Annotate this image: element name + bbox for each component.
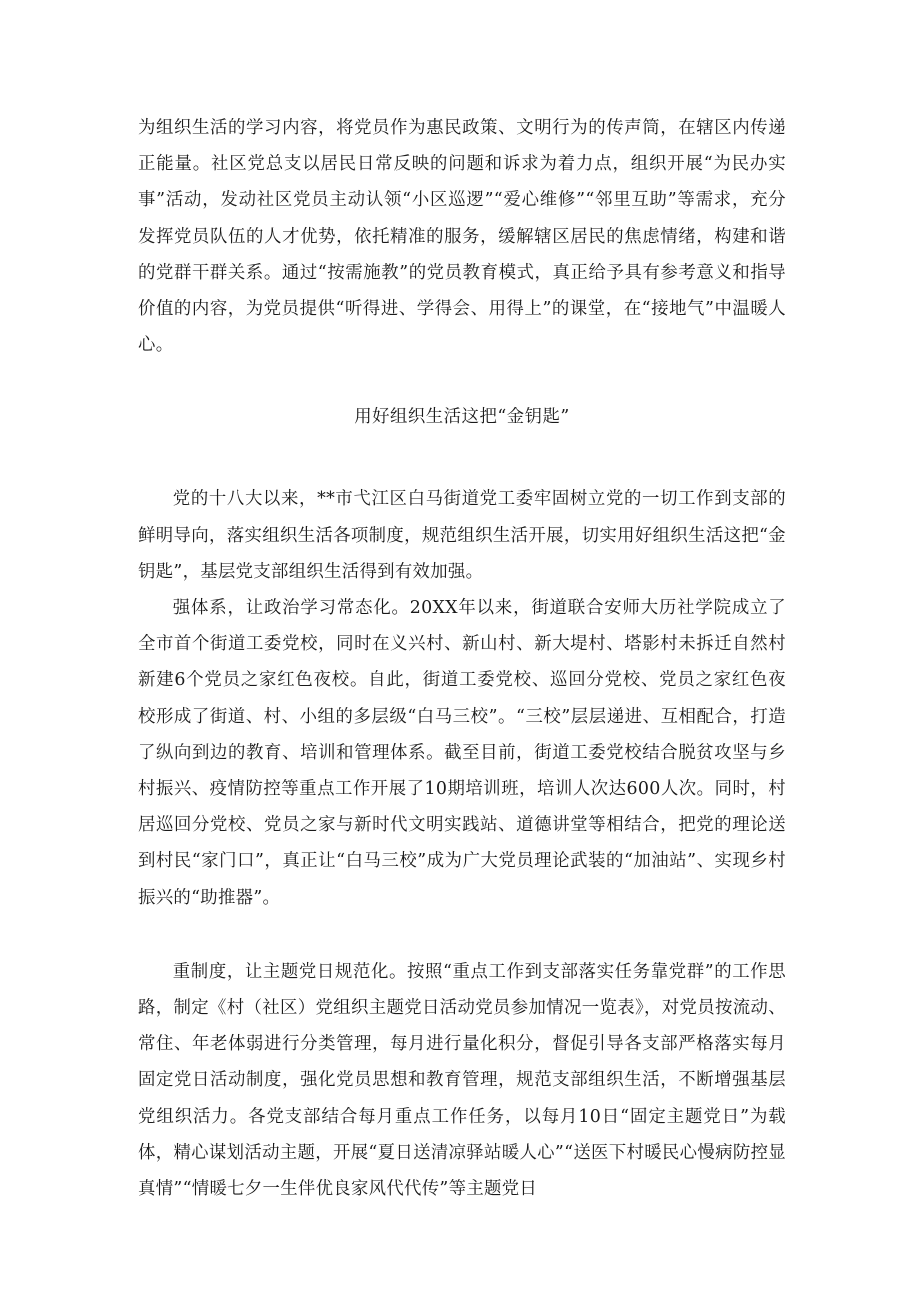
section-title: 用好组织生活这把“金钥匙” [354, 407, 570, 428]
body-paragraph-system: 强体系，让政治学习常态化。20XX年以来，街道联合安师大历社学院成立了全市首个街道工委党校，同时在义兴村、新山村、新大堤村、塔影村未拆迁自然村新建6个党员之家红色夜校。自此，街道工委党校、巡回分党校、党员之家红色夜校形成了街道、村、小组的多层级“白马三校”。“三校”层层递进、互相配合，打造了纵向到边的教育、培训和管理体系。截至目前，街道工委党校结合脱贫攻坚与乡村振兴、疫情防控等重点工作开展了10期培训班，培训人次达600人次。同时，村居巡回分党校、党员之家与新时代文明实践站、道德讲堂等相结合，把党的理论送到村民“家门口”，真正让“白马三校”成为广大党员理论武装的“加油站”、实现乡村振兴的“助推器”。 [138, 598, 786, 908]
spacer [138, 435, 786, 481]
document-body [138, 110, 786, 1207]
body-paragraph-institution: 重制度，让主题党日规范化。按照“重点工作到支部落实任务靠党群”的工作思路，制定《村（社区）党组织主题党日活动党员参加情况一览表》，对党员按流动、常住、年老体弱进行分类管理，每月进行量化积分，督促引导各支部严格落实每月固定党日活动制度，强化党员思想和教育管理，规范支部组织生活，不断增强基层党组织活力。各党支部结合每月重点工作任务，以每月10日“固定主题党日”为载体，精心谋划活动主题，开展“夏日送清凉驿站暖人心”“送医下村暖民心慢病防控显真情”“情暖七夕一生伴优良家风代代传”等主题党日 [138, 961, 786, 1200]
intro-paragraph: 为组织生活的学习内容，将党员作为惠民政策、文明行为的传声筒，在辖区内传递正能量。社区党总支以居民日常反映的问题和诉求为着力点，组织开展“为民办实事”活动，发动社区党员主动认领“小区巡逻”“爱心维修”“邻里互助”等需求，充分发挥党员队伍的人才优势，依托精准的服务，缓解辖区居民的焦虑情绪，构建和谐的党群干群关系。通过“按需施教”的党员教育模式，真正给予具有参考意义和指导价值的内容，为党员提供“听得进、学得会、用得上”的课堂，在“接地气”中温暖人心。 [138, 118, 786, 356]
spacer [138, 363, 786, 399]
spacer [138, 916, 786, 954]
body-paragraph-overview: 党的十八大以来，**市弋江区白马街道党工委牢固树立党的一切工作到支部的鲜明导向，落实组织生活各项制度，规范组织生活开展，切实用好组织生活这把“金钥匙”，基层党支部组织生活得到有效加强。 [138, 489, 786, 582]
